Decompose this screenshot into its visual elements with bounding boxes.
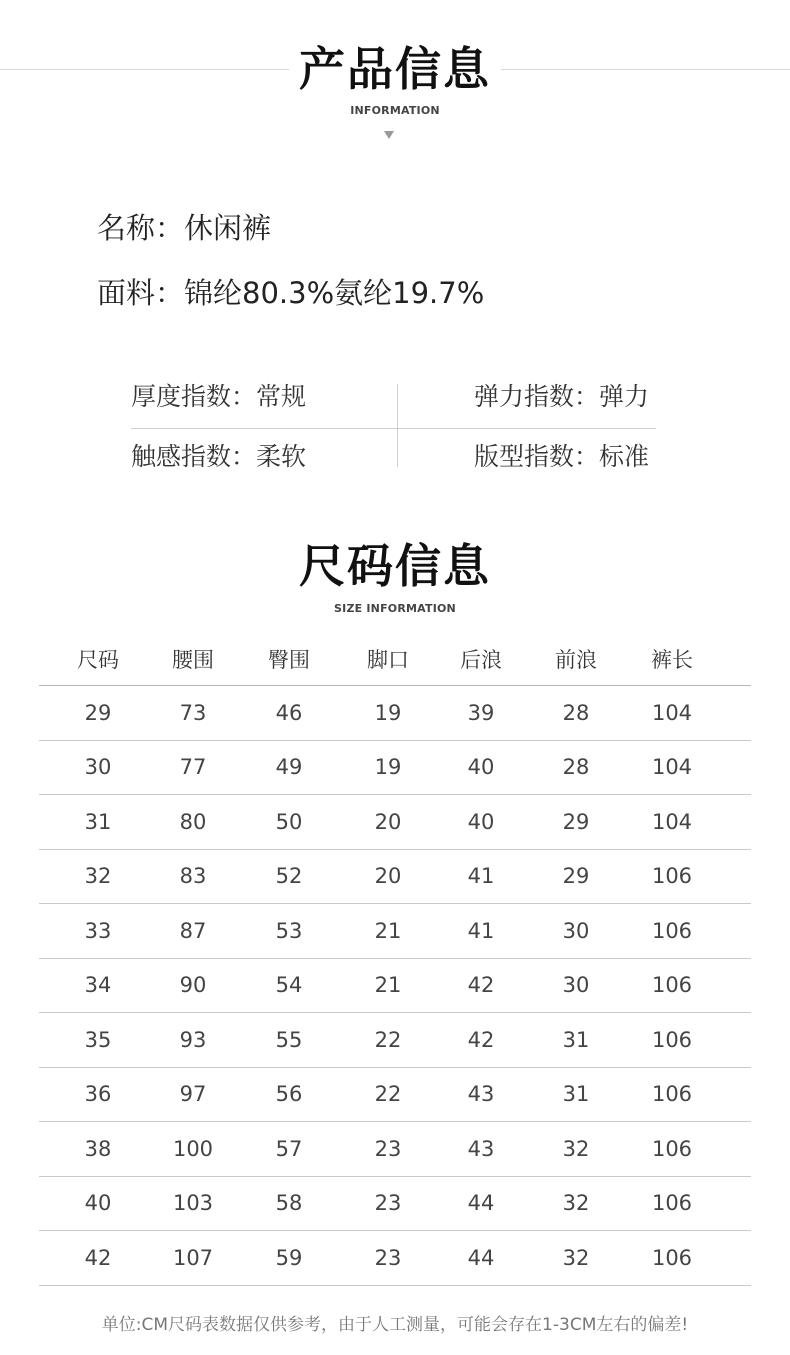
table-cell-waist: 80 — [179, 809, 207, 834]
table-cell-size: 33 — [84, 918, 112, 943]
table-cell-length: 106 — [651, 1245, 693, 1270]
table-cell-length: 106 — [651, 918, 693, 943]
table-cell-hip: 57 — [275, 1136, 303, 1161]
table-cell-waist: 100 — [172, 1136, 214, 1161]
size-table — [39, 632, 751, 1286]
table-cell-back-rise: 41 — [467, 864, 495, 889]
elasticity-index: 弹力指数：弹力 — [474, 382, 650, 411]
table-cell-front-rise: 32 — [562, 1191, 590, 1216]
table-cell-waist: 83 — [179, 864, 207, 889]
fit-index: 版型指数：标准 — [474, 442, 650, 471]
header-cell-waist: 腰围 — [172, 647, 214, 672]
table-cell-front-rise: 30 — [562, 918, 590, 943]
table-row — [39, 795, 751, 850]
table-cell-size: 29 — [84, 700, 112, 725]
table-cell-front-rise: 29 — [562, 864, 590, 889]
table-cell-length: 106 — [651, 1191, 693, 1216]
table-cell-hip: 56 — [275, 1082, 303, 1107]
table-cell-front-rise: 32 — [562, 1245, 590, 1270]
table-cell-hem: 21 — [374, 918, 402, 943]
size-info-heading — [0, 538, 790, 594]
table-cell-hem: 21 — [374, 973, 402, 998]
table-row — [39, 904, 751, 959]
table-cell-hem: 19 — [374, 700, 402, 725]
table-cell-hip: 49 — [275, 755, 303, 780]
table-cell-size: 35 — [84, 1027, 112, 1052]
table-cell-front-rise: 28 — [562, 755, 590, 780]
table-cell-back-rise: 44 — [467, 1245, 495, 1270]
table-cell-waist: 103 — [172, 1191, 214, 1216]
table-cell-back-rise: 42 — [467, 973, 495, 998]
table-cell-front-rise: 31 — [562, 1027, 590, 1052]
product-name-line: 名称：休闲裤 — [97, 211, 272, 245]
table-cell-size: 32 — [84, 864, 112, 889]
table-cell-waist: 87 — [179, 918, 207, 943]
table-cell-hip: 46 — [275, 700, 303, 725]
table-cell-hip: 52 — [275, 864, 303, 889]
table-row — [39, 959, 751, 1014]
table-cell-size: 30 — [84, 755, 112, 780]
table-cell-back-rise: 44 — [467, 1191, 495, 1216]
header-cell-size: 尺码 — [77, 647, 119, 672]
table-cell-hip: 54 — [275, 973, 303, 998]
measurement-note: 单位:CM尺码表数据仅供参考，由于人工测量，可能会存在1-3CM左右的偏差! — [101, 1315, 689, 1335]
product-fabric-line: 面料：锦纶80.3%氨纶19.7% — [97, 276, 485, 310]
table-cell-size: 34 — [84, 973, 112, 998]
table-cell-hip: 58 — [275, 1191, 303, 1216]
size-info-title: 尺码信息 — [299, 539, 491, 593]
table-cell-size: 42 — [84, 1245, 112, 1270]
table-cell-back-rise: 41 — [467, 918, 495, 943]
touch-index: 触感指数：柔软 — [131, 442, 307, 471]
index-grid-vertical-divider — [397, 384, 398, 467]
table-cell-waist: 97 — [179, 1082, 207, 1107]
table-cell-length: 104 — [651, 700, 693, 725]
table-cell-size: 38 — [84, 1136, 112, 1161]
product-info-subtitle: INFORMATION — [350, 104, 440, 117]
table-cell-back-rise: 40 — [467, 809, 495, 834]
table-cell-waist: 90 — [179, 973, 207, 998]
table-cell-front-rise: 28 — [562, 700, 590, 725]
table-cell-hip: 55 — [275, 1027, 303, 1052]
table-row — [39, 1122, 751, 1177]
table-cell-waist: 77 — [179, 755, 207, 780]
header-cell-hem: 脚口 — [367, 647, 409, 672]
table-row — [39, 1177, 751, 1232]
header-cell-hip: 臀围 — [268, 647, 310, 672]
table-cell-hem: 23 — [374, 1245, 402, 1270]
table-cell-length: 106 — [651, 1082, 693, 1107]
thickness-index: 厚度指数：常规 — [131, 382, 307, 411]
table-cell-hem: 20 — [374, 864, 402, 889]
table-row — [39, 1231, 751, 1286]
header-cell-length: 裤长 — [651, 647, 693, 672]
table-cell-hem: 20 — [374, 809, 402, 834]
table-cell-size: 31 — [84, 809, 112, 834]
table-cell-front-rise: 30 — [562, 973, 590, 998]
table-cell-length: 104 — [651, 809, 693, 834]
table-cell-hem: 23 — [374, 1136, 402, 1161]
table-cell-front-rise: 32 — [562, 1136, 590, 1161]
table-cell-hip: 59 — [275, 1245, 303, 1270]
table-cell-length: 106 — [651, 1027, 693, 1052]
table-cell-hem: 22 — [374, 1027, 402, 1052]
product-info-title: 产品信息 — [289, 41, 501, 97]
table-cell-back-rise: 42 — [467, 1027, 495, 1052]
table-cell-back-rise: 39 — [467, 700, 495, 725]
table-cell-waist: 107 — [172, 1245, 214, 1270]
table-cell-length: 106 — [651, 1136, 693, 1161]
table-cell-length: 104 — [651, 755, 693, 780]
table-cell-back-rise: 43 — [467, 1082, 495, 1107]
table-cell-back-rise: 43 — [467, 1136, 495, 1161]
header-cell-front-rise: 前浪 — [555, 647, 597, 672]
table-cell-waist: 73 — [179, 700, 207, 725]
table-header-row — [39, 632, 751, 686]
header-cell-back-rise: 后浪 — [460, 647, 502, 672]
table-row — [39, 686, 751, 741]
table-cell-hip: 50 — [275, 809, 303, 834]
table-cell-hem: 23 — [374, 1191, 402, 1216]
table-cell-hem: 19 — [374, 755, 402, 780]
table-cell-front-rise: 31 — [562, 1082, 590, 1107]
table-row — [39, 741, 751, 796]
table-row — [39, 1013, 751, 1068]
index-grid-horizontal-divider — [131, 428, 656, 429]
table-row — [39, 1068, 751, 1123]
table-cell-size: 36 — [84, 1082, 112, 1107]
product-info-heading — [0, 41, 790, 97]
table-cell-front-rise: 29 — [562, 809, 590, 834]
table-cell-waist: 93 — [179, 1027, 207, 1052]
table-cell-hip: 53 — [275, 918, 303, 943]
table-row — [39, 850, 751, 905]
table-cell-length: 106 — [651, 864, 693, 889]
table-cell-length: 106 — [651, 973, 693, 998]
table-cell-hem: 22 — [374, 1082, 402, 1107]
size-info-subtitle: SIZE INFORMATION — [334, 602, 456, 615]
table-cell-back-rise: 40 — [467, 755, 495, 780]
table-cell-size: 40 — [84, 1191, 112, 1216]
triangle-down-icon — [384, 131, 394, 139]
